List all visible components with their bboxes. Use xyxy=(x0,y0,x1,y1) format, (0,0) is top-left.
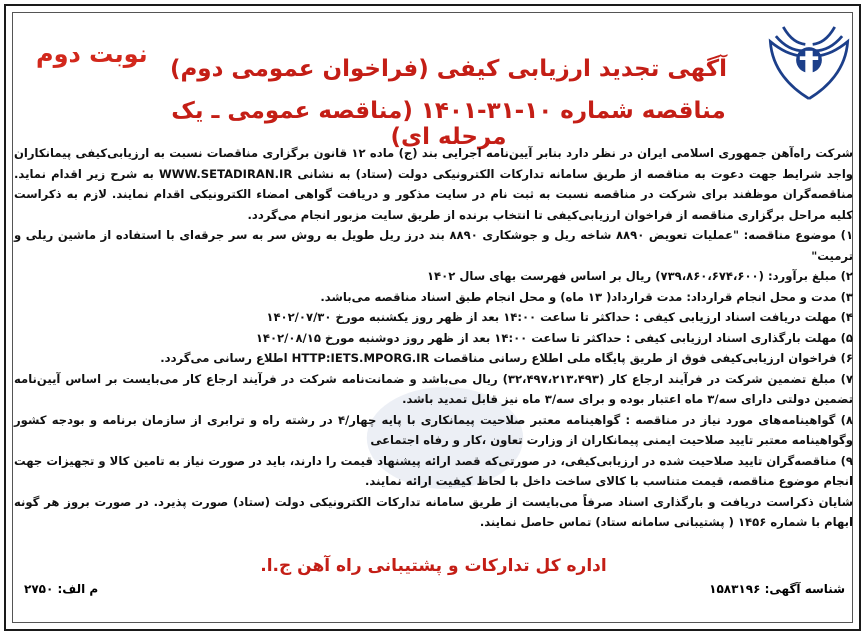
ad-code: م الف: ۲۷۵۰ xyxy=(24,582,99,596)
list-item: ۱) موضوع مناقصه: "عملیات تعویض ۸۸۹۰ شاخه ریل و جوشکاری ۸۸۹۰ بند درز ریل طویل به روش سر به سر جرقه‌ای با استفاده از ماشین ریلی و ترمیت" xyxy=(14,228,854,263)
ad-body xyxy=(14,143,853,533)
closing-paragraph: شایان ذکراست دریافت و بارگذاری اسناد صرفاً می‌بایست از طریق سامانه تدارکات الکترونیکی دولت (ستاد) صورت پذیرد. در صورت بروز هر گونه ابهام با شماره ۱۴۵۶ ( پشتیبانی سامانه ستاد) تماس حاصل نمایند. xyxy=(14,494,853,529)
tender-number-title: مناقصه شماره ۱۰-۳۱-۱۴۰۱ (مناقصه عمومی ـ یک مرحله ای) xyxy=(171,98,726,150)
list-item: ۴) مهلت دریافت اسناد ارزیابی کیفی : حداکثر تا ساعت ۱۴:۰۰ بعد از ظهر روز یکشنبه مورخ ۱۴۰۲/۰۷/۳۰ xyxy=(266,310,853,324)
list-item: ۵) مهلت بارگذاری اسناد ارزیابی کیفی : حداکثر تا ساعت ۱۴:۰۰ بعد از ظهر روز دوشنبه مورخ ۱۴۰۲/۰۸/۱۵ xyxy=(255,330,853,345)
list-item: ۲) مبلغ برآورد: (۷۳۹،۸۶۰،۶۷۴،۶۰۰) ریال بر اساس فهرست بهای سال ۱۴۰۲ xyxy=(426,269,853,283)
list-item: ۶) فراخوان ارزیابی‌کیفی فوق از طریق پایگاه ملی اطلاع رسانی مناقصات HTTP:IETS.MPORG.IR اطلاع رسانی می‌گردد. xyxy=(160,351,853,365)
list-item: ۸) گواهینامه‌های مورد نیاز در مناقصه : گواهینامه معتبر صلاحیت پیمانکاری با پایه چهار/۴ در رشته راه و ترابری از سازمان برنامه و بودجه کشور وگواهینامه معتبر تایید صلاحیت ایمنی پیمانکاران از وزارت تعاون ،کار و رفاه اجتماعی xyxy=(14,412,853,447)
list-item: ۹) مناقصه‌گران تایید صلاحیت شده در ارزیابی‌کیفی، در صورتی‌که قصد ارائه پیشنهاد قیمت را دارند، باید در صورت نیاز به تامین کالا و تجهیزات جهت انجام موضوع مناقصه، قیمت متناسب با کالای ساخت داخل با لحاظ کیفیت ارائه نمایند. xyxy=(14,453,853,488)
intro-paragraph: شرکت راه‌آهن جمهوری اسلامی ایران در نظر دارد بنابر آیین‌نامه اجرایی بند (ج) ماده ۱۲ قانون برگزاری مناقصات نسبت به ارزیابی‌کیفی پیمانکاران واجد شرایط جهت دعوت به مناقصه از طریق سامانه تدارکات الکترونیکی دولت (ستاد) به نشانی WWW.SETADIRAN.IR به شرح زیر اقدام نماید. مناقصه‌گران موظفند برای شرکت در مناقصه نسبت به ثبت نام در سایت مذکور و دریافت گواهی امضاء الکترونیکی اقدام نمایند. لازم به ذکراست کلیه مراحل برگزاری مناقصه از فراخوان ارزیابی‌کیفی تا انتخاب برنده از طریق سایت مزبور انجام می‌گردد. xyxy=(14,146,853,222)
list-item: ۳) مدت و محل انجام قرارداد: مدت قرارداد( ۱۳ ماه) و محل انجام طبق اسناد مناقصه می‌باشد. xyxy=(320,289,853,304)
ad-title: آگهی تجدید ارزیابی کیفی (فراخوان عمومی دوم) xyxy=(169,56,728,82)
winged-emblem-icon xyxy=(763,14,855,106)
list-item: ۷) مبلغ تضمین شرکت در فرآیند ارجاع کار (۳۲،۴۹۷،۲۱۳،۴۹۳) ریال می‌باشد و ضمانت‌نامه شرکت در فرآیند ارجاع کار می‌بایست بر اساس آیین‌نامه تضمین دولتی دارای سه/۳ ماه اعتبار بوده و برای سه/۳ ماه نیز قابل تمدید باشد. xyxy=(14,371,853,406)
ad-id: شناسه آگهی: ۱۵۸۳۱۹۶ xyxy=(709,582,845,596)
issuer-organization: اداره کل تدارکات و پشتیبانی راه آهن ج.ا. xyxy=(260,556,607,576)
publication-turn-label: نوبت دوم xyxy=(36,40,148,68)
